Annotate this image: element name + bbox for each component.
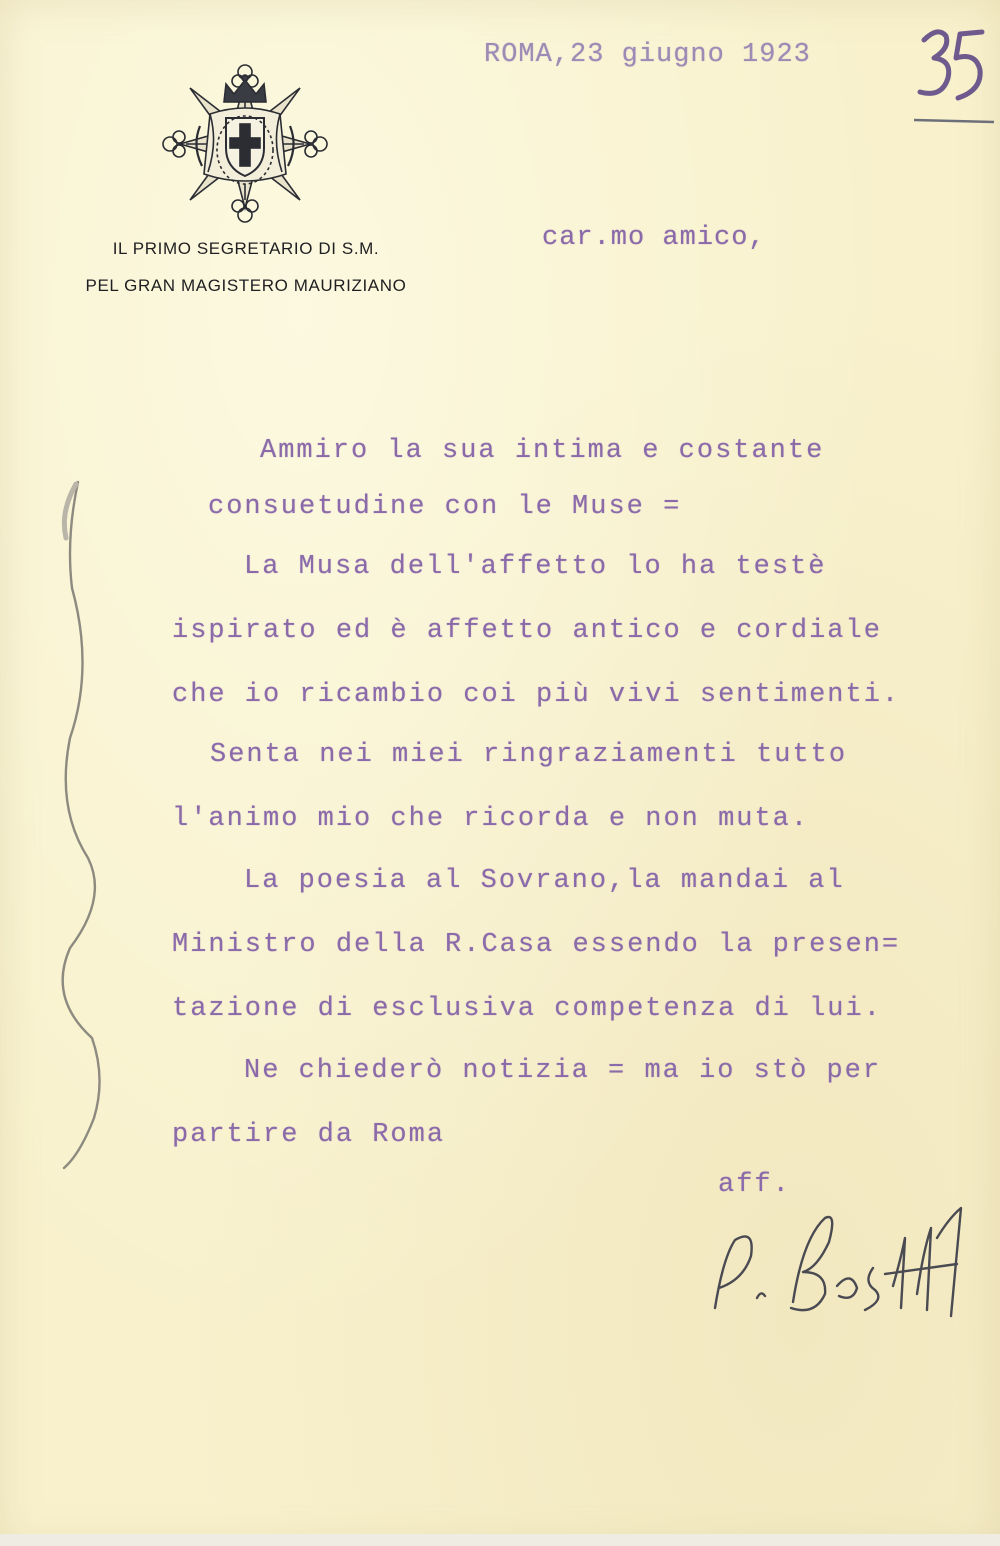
body-line-11: Ne chiederò notizia = ma io stò per — [244, 1056, 882, 1086]
crest-emblem-icon — [160, 62, 330, 227]
letterhead-line-1: IL PRIMO SEGRETARIO DI S.M. — [112, 239, 380, 258]
body-line-6: Senta nei miei ringraziamenti tutto — [210, 740, 848, 770]
body-line-10: tazione di esclusiva competenza di lui. — [172, 994, 882, 1024]
body-line-3: La Musa dell'affetto lo ha testè — [244, 552, 827, 582]
body-line-9: Ministro della R.Casa essendo la presen= — [172, 930, 901, 960]
pencil-margin-mark — [36, 478, 136, 1178]
closing: aff. — [718, 1170, 791, 1200]
letterhead-line-2: PEL GRAN MAGISTERO MAURIZIANO — [85, 276, 407, 295]
archive-number — [912, 18, 996, 128]
body-line-4: ispirato ed è affetto antico e cordiale — [172, 616, 882, 646]
body-line-1: Ammiro la sua intima e costante — [260, 436, 825, 466]
body-line-7: l'animo mio che ricorda e non muta. — [172, 804, 810, 834]
greeting: car.mo amico, — [542, 223, 766, 253]
signature — [705, 1198, 970, 1333]
letterhead — [62, 230, 430, 304]
body-line-12: partire da Roma — [172, 1120, 446, 1150]
paper-bottom-edge — [0, 1534, 1000, 1546]
letter-date: ROMA,23 giugno 1923 — [484, 40, 811, 70]
body-line-2: consuetudine con le Muse = — [208, 492, 682, 522]
body-line-8: La poesia al Sovrano,la mandai al — [244, 866, 845, 896]
body-line-5: che io ricambio coi più vivi sentimenti. — [172, 680, 901, 710]
